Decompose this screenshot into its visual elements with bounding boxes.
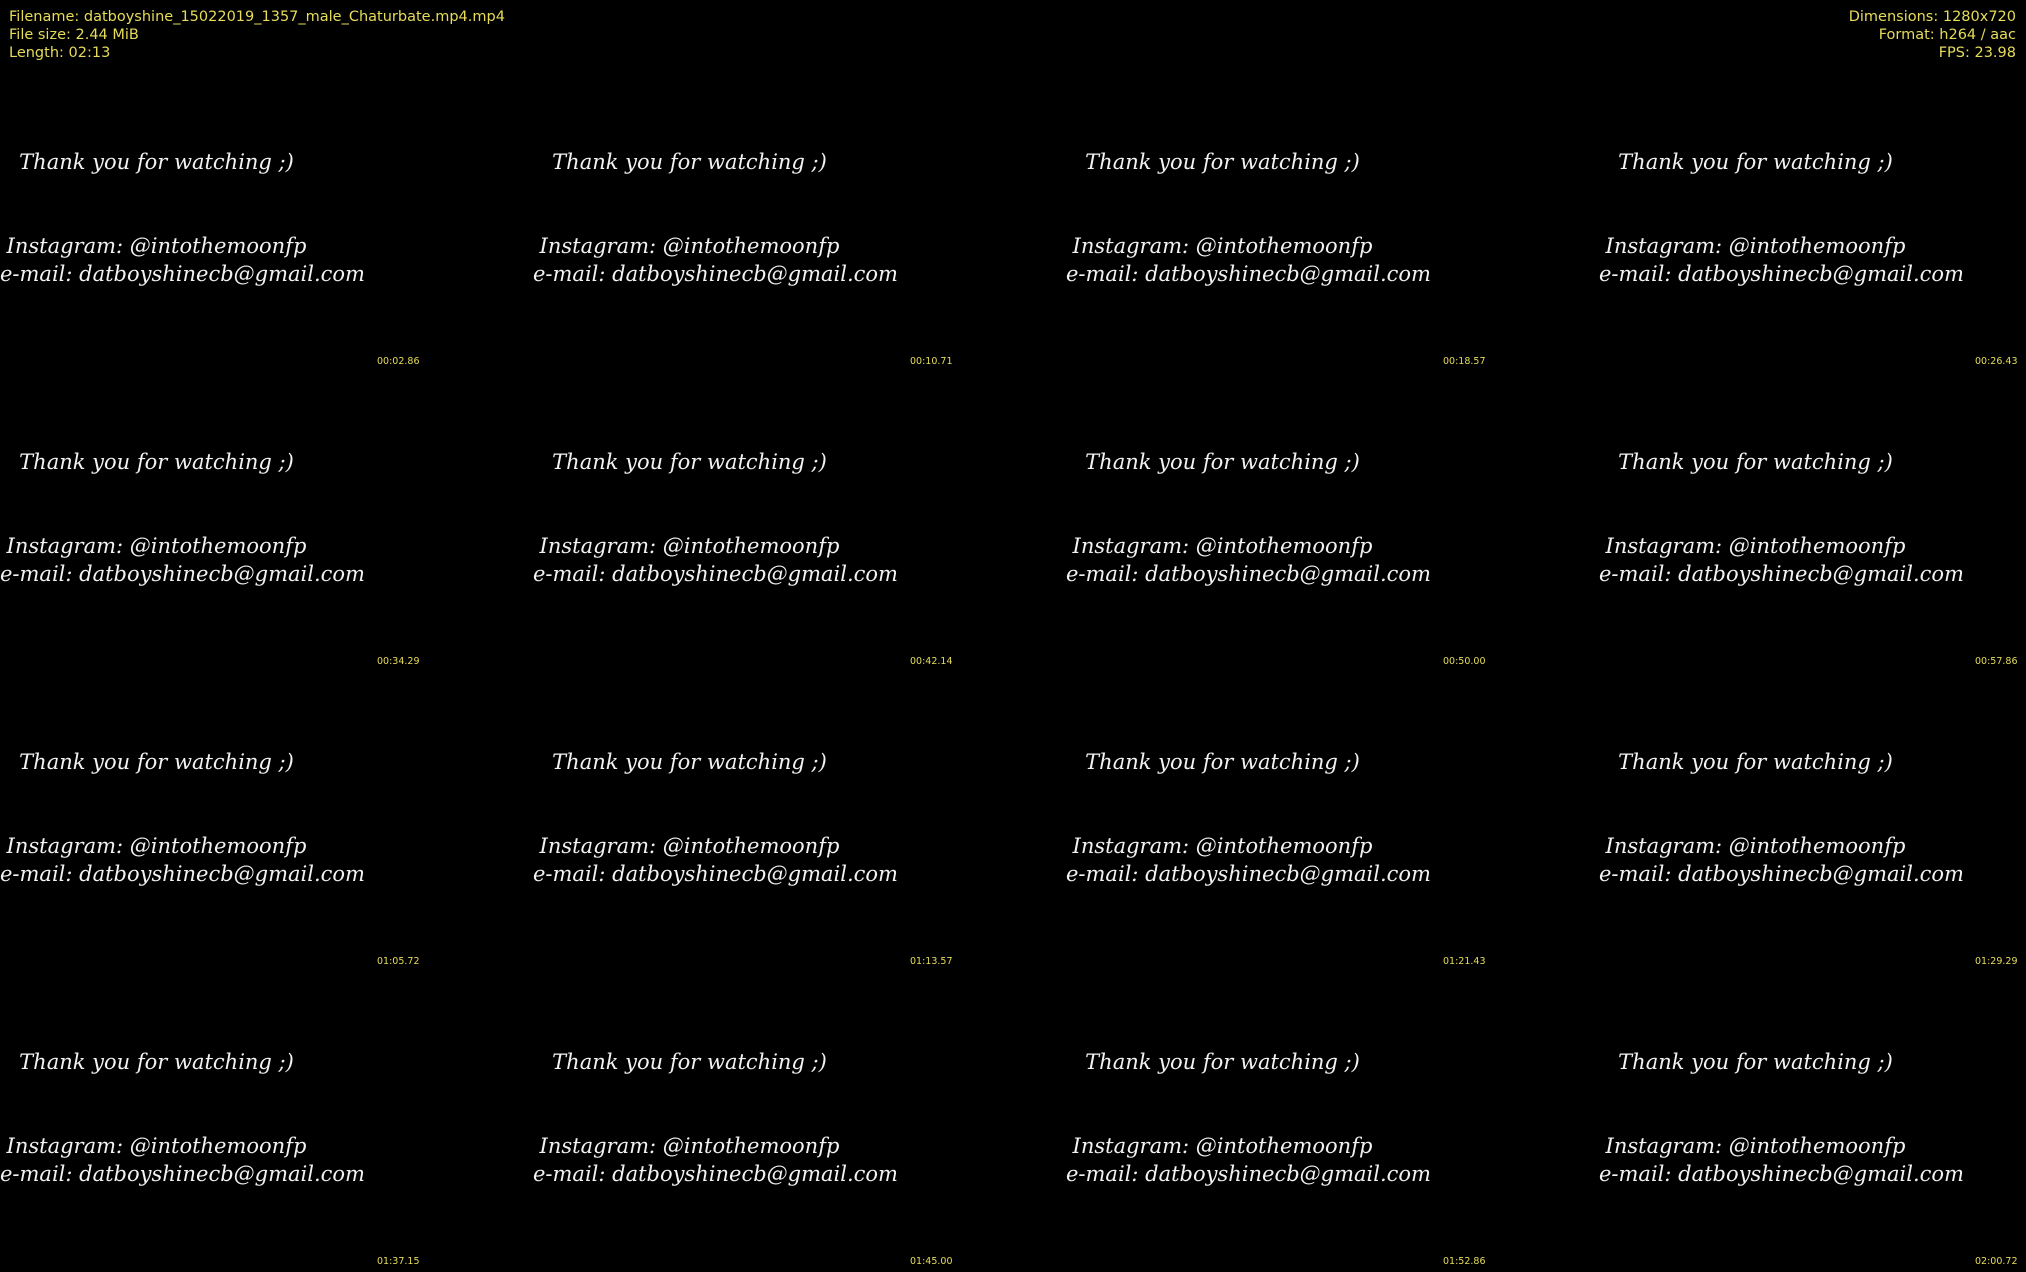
frame-timestamp: 01:29.29 xyxy=(1975,956,2018,967)
frame-instagram-text: Instagram: @intothemoonfp xyxy=(6,534,307,558)
frame-timestamp: 01:21.43 xyxy=(1443,956,1486,967)
frame-instagram-text: Instagram: @intothemoonfp xyxy=(6,234,307,258)
frame-thank-you-text: Thank you for watching ;) xyxy=(1618,150,1893,174)
frame-instagram-text: Instagram: @intothemoonfp xyxy=(6,1134,307,1158)
frame-thank-you-text: Thank you for watching ;) xyxy=(19,1050,294,1074)
frame-email-text: e-mail: datboyshinecb@gmail.com xyxy=(1066,862,1431,886)
frame-timestamp: 02:00.72 xyxy=(1975,1256,2018,1267)
frame-instagram-text: Instagram: @intothemoonfp xyxy=(1072,834,1373,858)
frame-instagram-text: Instagram: @intothemoonfp xyxy=(1605,834,1906,858)
filename-label: Filename: datboyshine_15022019_1357_male_Chaturbate.mp4.mp4 xyxy=(9,9,505,25)
frame-instagram-text: Instagram: @intothemoonfp xyxy=(1605,234,1906,258)
thumbnail-frame xyxy=(0,72,533,372)
frame-email-text: e-mail: datboyshinecb@gmail.com xyxy=(1599,262,1964,286)
frame-email-text: e-mail: datboyshinecb@gmail.com xyxy=(533,562,898,586)
fps-label: FPS: 23.98 xyxy=(1938,45,2016,61)
frame-thank-you-text: Thank you for watching ;) xyxy=(552,1050,827,1074)
frame-instagram-text: Instagram: @intothemoonfp xyxy=(1072,234,1373,258)
frame-email-text: e-mail: datboyshinecb@gmail.com xyxy=(0,862,365,886)
thumbnail-frame xyxy=(533,672,1066,972)
frame-timestamp: 01:37.15 xyxy=(377,1256,420,1267)
frame-email-text: e-mail: datboyshinecb@gmail.com xyxy=(533,1162,898,1186)
frame-thank-you-text: Thank you for watching ;) xyxy=(1618,1050,1893,1074)
frame-timestamp: 00:57.86 xyxy=(1975,656,2018,667)
frame-timestamp: 01:05.72 xyxy=(377,956,420,967)
frame-timestamp: 01:45.00 xyxy=(910,1256,953,1267)
length-label: Length: 02:13 xyxy=(9,45,111,61)
format-label: Format: h264 / aac xyxy=(1878,27,2016,43)
thumbnail-frame xyxy=(1066,72,1599,372)
frame-email-text: e-mail: datboyshinecb@gmail.com xyxy=(1066,562,1431,586)
thumbnail-frame xyxy=(1066,372,1599,672)
frame-thank-you-text: Thank you for watching ;) xyxy=(19,750,294,774)
frame-email-text: e-mail: datboyshinecb@gmail.com xyxy=(533,262,898,286)
frame-instagram-text: Instagram: @intothemoonfp xyxy=(539,534,840,558)
frame-instagram-text: Instagram: @intothemoonfp xyxy=(1072,534,1373,558)
frame-timestamp: 00:10.71 xyxy=(910,356,953,367)
thumbnail-grid xyxy=(0,72,2026,1266)
file-info-left xyxy=(9,8,505,62)
frame-thank-you-text: Thank you for watching ;) xyxy=(1085,450,1360,474)
frame-email-text: e-mail: datboyshinecb@gmail.com xyxy=(533,862,898,886)
frame-thank-you-text: Thank you for watching ;) xyxy=(19,150,294,174)
thumbnail-frame xyxy=(1066,672,1599,972)
file-info-right xyxy=(1849,8,2016,62)
frame-thank-you-text: Thank you for watching ;) xyxy=(19,450,294,474)
frame-instagram-text: Instagram: @intothemoonfp xyxy=(539,234,840,258)
frame-thank-you-text: Thank you for watching ;) xyxy=(1085,150,1360,174)
frame-thank-you-text: Thank you for watching ;) xyxy=(552,750,827,774)
thumbnail-frame xyxy=(1066,972,1599,1272)
thumbnail-frame xyxy=(0,672,533,972)
frame-timestamp: 00:18.57 xyxy=(1443,356,1486,367)
thumbnail-frame xyxy=(0,372,533,672)
frame-thank-you-text: Thank you for watching ;) xyxy=(552,150,827,174)
frame-timestamp: 01:13.57 xyxy=(910,956,953,967)
frame-instagram-text: Instagram: @intothemoonfp xyxy=(539,834,840,858)
frame-email-text: e-mail: datboyshinecb@gmail.com xyxy=(1599,862,1964,886)
frame-thank-you-text: Thank you for watching ;) xyxy=(1085,1050,1360,1074)
frame-email-text: e-mail: datboyshinecb@gmail.com xyxy=(0,1162,365,1186)
frame-email-text: e-mail: datboyshinecb@gmail.com xyxy=(1066,262,1431,286)
frame-instagram-text: Instagram: @intothemoonfp xyxy=(539,1134,840,1158)
frame-instagram-text: Instagram: @intothemoonfp xyxy=(1605,534,1906,558)
thumbnail-frame xyxy=(533,972,1066,1272)
thumbnail-frame xyxy=(533,372,1066,672)
frame-email-text: e-mail: datboyshinecb@gmail.com xyxy=(1599,562,1964,586)
thumbnail-frame xyxy=(533,72,1066,372)
thumbnail-frame xyxy=(1599,72,2026,372)
frame-thank-you-text: Thank you for watching ;) xyxy=(1618,450,1893,474)
frame-thank-you-text: Thank you for watching ;) xyxy=(1085,750,1360,774)
frame-timestamp: 00:26.43 xyxy=(1975,356,2018,367)
dimensions-label: Dimensions: 1280x720 xyxy=(1848,9,2016,25)
frame-timestamp: 01:52.86 xyxy=(1443,1256,1486,1267)
frame-timestamp: 00:50.00 xyxy=(1443,656,1486,667)
frame-email-text: e-mail: datboyshinecb@gmail.com xyxy=(1066,1162,1431,1186)
frame-email-text: e-mail: datboyshinecb@gmail.com xyxy=(1599,1162,1964,1186)
frame-timestamp: 00:34.29 xyxy=(377,656,420,667)
frame-email-text: e-mail: datboyshinecb@gmail.com xyxy=(0,262,365,286)
frame-instagram-text: Instagram: @intothemoonfp xyxy=(1072,1134,1373,1158)
thumbnail-frame xyxy=(1599,372,2026,672)
thumbnail-frame xyxy=(0,972,533,1272)
frame-instagram-text: Instagram: @intothemoonfp xyxy=(6,834,307,858)
frame-thank-you-text: Thank you for watching ;) xyxy=(1618,750,1893,774)
frame-thank-you-text: Thank you for watching ;) xyxy=(552,450,827,474)
file-size-label: File size: 2.44 MiB xyxy=(9,27,139,43)
frame-instagram-text: Instagram: @intothemoonfp xyxy=(1605,1134,1906,1158)
frame-email-text: e-mail: datboyshinecb@gmail.com xyxy=(0,562,365,586)
thumbnail-frame xyxy=(1599,972,2026,1272)
frame-timestamp: 00:02.86 xyxy=(377,356,420,367)
thumbnail-frame xyxy=(1599,672,2026,972)
frame-timestamp: 00:42.14 xyxy=(910,656,953,667)
